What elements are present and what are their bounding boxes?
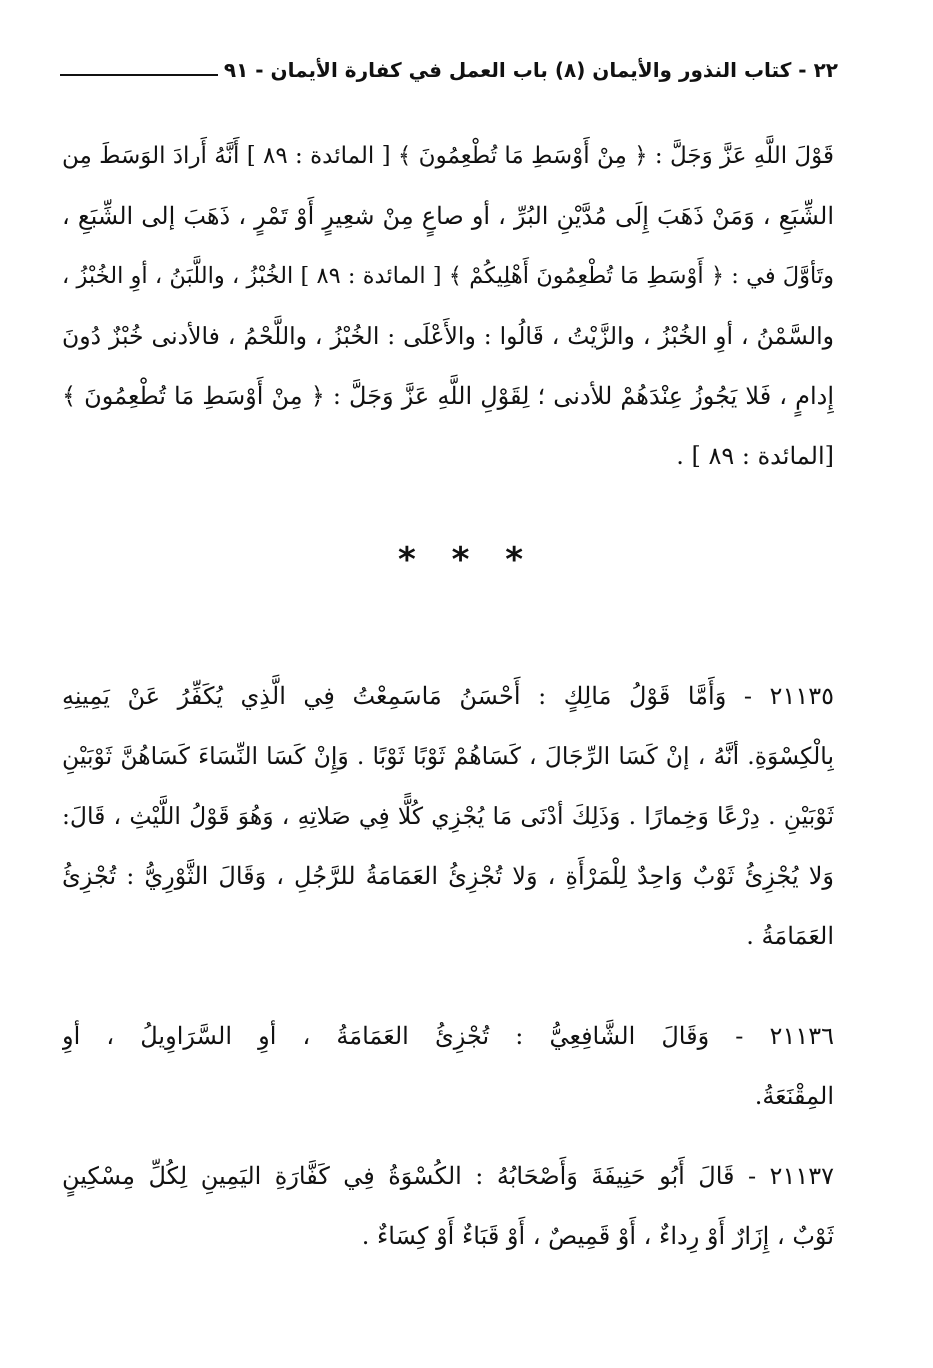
header-rule <box>60 74 218 76</box>
section-separator: * * * <box>397 540 535 580</box>
text-line: ٢١١٣٥ - وَأَمَّا قَوْلُ مَالِكٍ : أَحْسَنُ مَاسَمِعْتُ فِي الَّذِي يُكَفِّرُ عَنْ يَمِينِهِ <box>62 682 834 710</box>
text-line: بِالْكِسْوَةِ. أنَّهُ ، إنْ كَسَا الرِّجَالَ ، كَسَاهُمْ ثَوْبًا ثَوْبًا . وَإِنْ كَسَا النِّسَاءَ كَسَاهُنَّ ثَوْبَيْنِ <box>62 742 834 770</box>
text-line: ثَوْبٌ ، إِزَارٌ أَوْ رِداءٌ ، أَوْ قَمِيصٌ ، أَوْ قَبَاءٌ أَوْ كِسَاءٌ . <box>361 1222 834 1250</box>
text-line: وَلا يُجْزِئُ ثَوْبٌ وَاحِدٌ لِلْمَرْأَةِ ، وَلا تُجْزِئُ العَمَامَةُ للرَّجُلِ ، وَقَالَ الثَّوْرِيُّ : تُجْزِئُ <box>62 862 834 890</box>
text-line: وتَأوَّلَ في : ﴿ أَوْسَطِ مَا تُطْعِمُونَ أَهْلِيكُمْ ﴾ [ المائدة : ٨٩ ] الخُبْزُ ، واللَّبَنُ ، أوِ الخُبْزُ ، <box>62 263 834 289</box>
text-line: الشِّبَعِ ، وَمَنْ ذَهَبَ إِلَى مُدَّيْنِ البُرِّ ، أو صاعٍ مِنْ شعِيرٍ أَوْ تَمْرٍ ، ذَهَبَ إلى الشِّبَعِ ، <box>62 202 834 230</box>
text-line: إِدامٍ ، فَلا يَجُوزُ عِنْدَهُمْ للأدنى ؛ لِقَوْلِ اللَّهِ عَزَّ وَجَلَّ : ﴿ مِنْ أَوْسَطِ مَا تُطْعِمُونَ ﴾ <box>62 382 834 410</box>
text-line: المِقْنَعَةُ. <box>754 1082 834 1110</box>
text-line: قَوْلَ اللَّهِ عَزَّ وَجَلَّ : ﴿ مِنْ أَوْسَطِ مَا تُطْعِمُونَ ﴾ [ المائدة : ٨٩ ] أَنَّهُ أَرادَ الوَسَطَ مِن <box>62 143 834 169</box>
text-line: ٢١١٣٧ - قَالَ أَبُو حَنِيفَةَ وَأَصْحَابُهُ : الكُسْوَةُ فِي كَفَّارَةِ اليَمِينِ لِكُلِّ مِسْكِينٍ <box>62 1162 834 1190</box>
paragraph-21137 <box>62 1146 834 1266</box>
header-title: ٢٢ - كتاب النذور والأيمان (٨) باب العمل في كفارة الأيمان - ٩١ <box>223 58 838 82</box>
text-line: ٢١١٣٦ - وَقَالَ الشَّافِعِيُّ : تُجْزِئُ العَمَامَةُ ، أوِ السَّرَاوِيلُ ، أوِ <box>62 1022 834 1050</box>
text-line: [المائدة : ٨٩ ] . <box>676 442 834 470</box>
paragraph-21135 <box>62 666 834 966</box>
running-header <box>60 58 838 82</box>
text-line: العَمَامَةُ . <box>746 922 834 950</box>
paragraph-21136 <box>62 1006 834 1126</box>
text-line: ثَوْبَيْنِ . دِرْعًا وَخِمارًا . وَذَلِكَ أدْنَى مَا يُجْزِي كُلًّا فِي صَلاتِهِ ، وَهُوَ قَوْلُ اللَّيْثِ ، قَالَ: <box>62 802 834 830</box>
text-line: والسَّمْنُ ، أوِ الخُبْزُ ، والزَّيْتُ ، قَالُوا : والأَعْلَى : الخُبْزُ ، واللَّحْمُ ، فالأدنى خُبْزٌ دُونَ <box>62 322 834 350</box>
section-intro-text <box>62 126 834 486</box>
